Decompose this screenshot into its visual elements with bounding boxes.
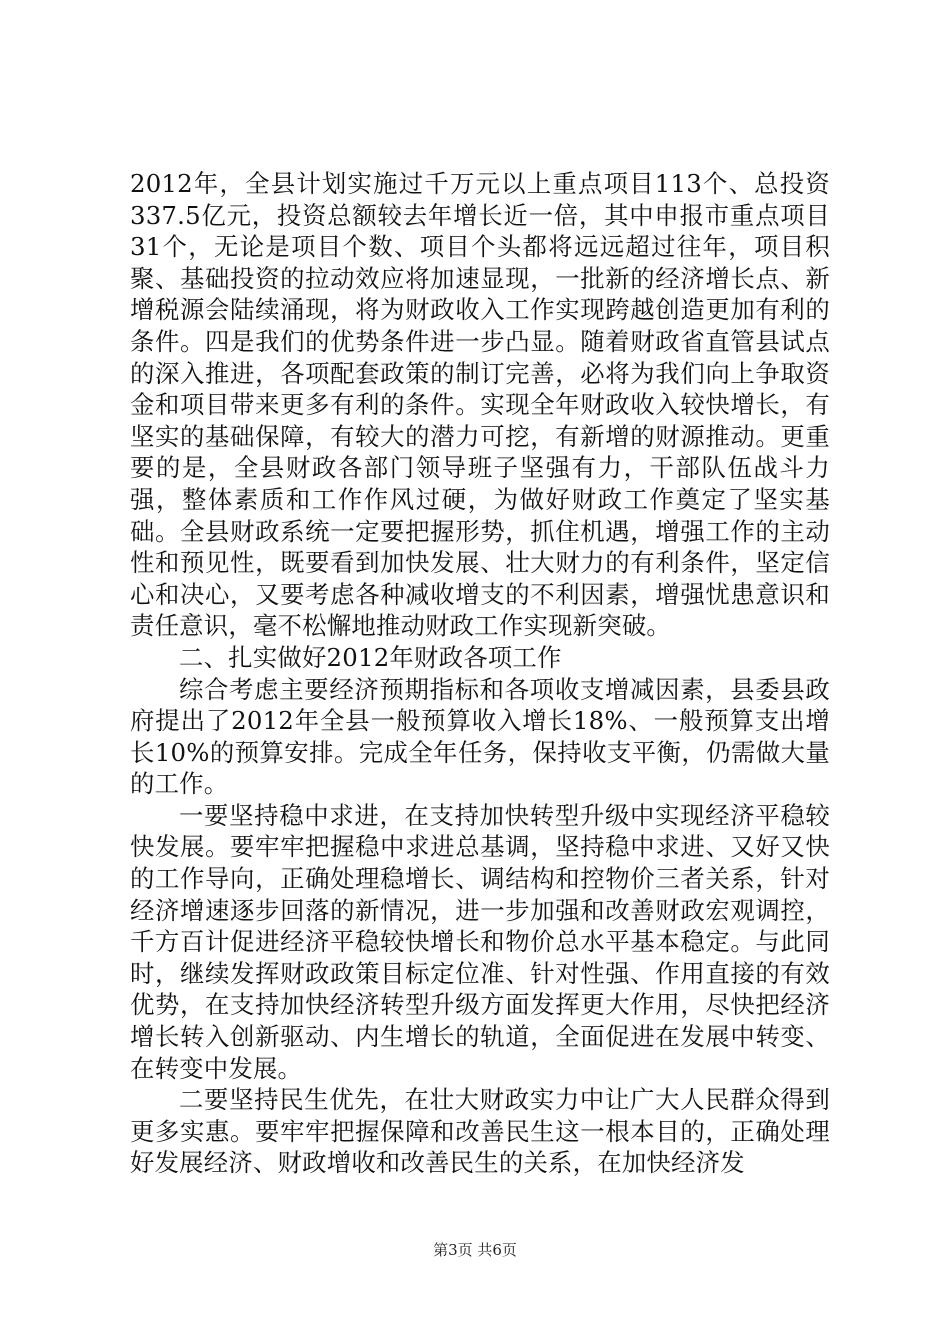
paragraph-3: 一要坚持稳中求进，在支持加快转型升级中实现经济平稳较快发展。要牢牢把握稳中求进总基调，坚持稳中求进、又好又快的工作导向，正确处理稳增长、调结构和控物价三者关系，针对经济增速逐步回落的新情况，进一步加强和改善财政宏观调控，千方百计促进经济平稳较快增长和物价总水平基本稳定。与此同时，继续发挥财政政策目标定位准、针对性强、作用直接的有效优势，在支持加快经济转型升级方面发挥更大作用，尽快把经济增长转入创新驱动、内生增长的轨道，全面促进在发展中转变、在转变中发展。 <box>130 800 830 1083</box>
paragraph-1: 2012年，全县计划实施过千万元以上重点项目113个、总投资337.5亿元，投资总额较去年增长近一倍，其中申报市重点项目31个，无论是项目个数、项目个头都将远远超过往年，项目积聚、基础投资的拉动效应将加速显现，一批新的经济增长点、新增税源会陆续涌现，将为财政收入工作实现跨越创造更加有利的条件。四是我们的优势条件进一步凸显。随着财政省直管县试点的深入推进，各项配套政策的制订完善，必将为我们向上争取资金和项目带来更多有利的条件。实现全年财政收入较快增长，有坚实的基础保障，有较大的潜力可挖，有新增的财源推动。更重要的是，全县财政各部门领导班子坚强有力，干部队伍战斗力强，整体素质和工作作风过硬，为做好财政工作奠定了坚实基础。全县财政系统一定要把握形势，抓住机遇，增强工作的主动性和预见性，既要看到加快发展、壮大财力的有利条件，坚定信心和决心，又要考虑各种减收增支的不利因素，增强忧患意识和责任意识，毫不松懈地推动财政工作实现新突破。 <box>130 169 830 641</box>
paragraph-4: 二要坚持民生优先，在壮大财政实力中让广大人民群众得到更多实惠。要牢牢把握保障和改善民生这一根本目的，正确处理好发展经济、财政增收和改善民生的关系，在加快经济发 <box>130 1085 830 1178</box>
section-heading: 二、扎实做好2012年财政各项工作 <box>179 642 562 672</box>
paragraph-2: 综合考虑主要经济预期指标和各项收支增减因素，县委县政府提出了2012年全县一般预算收入增长18%、一般预算支出增长10%的预算安排。完成全年任务，保持收支平衡，仍需做大量的工作。 <box>130 674 830 799</box>
page-footer: 第3页 共6页 <box>433 1241 517 1259</box>
body-text <box>130 168 830 1179</box>
